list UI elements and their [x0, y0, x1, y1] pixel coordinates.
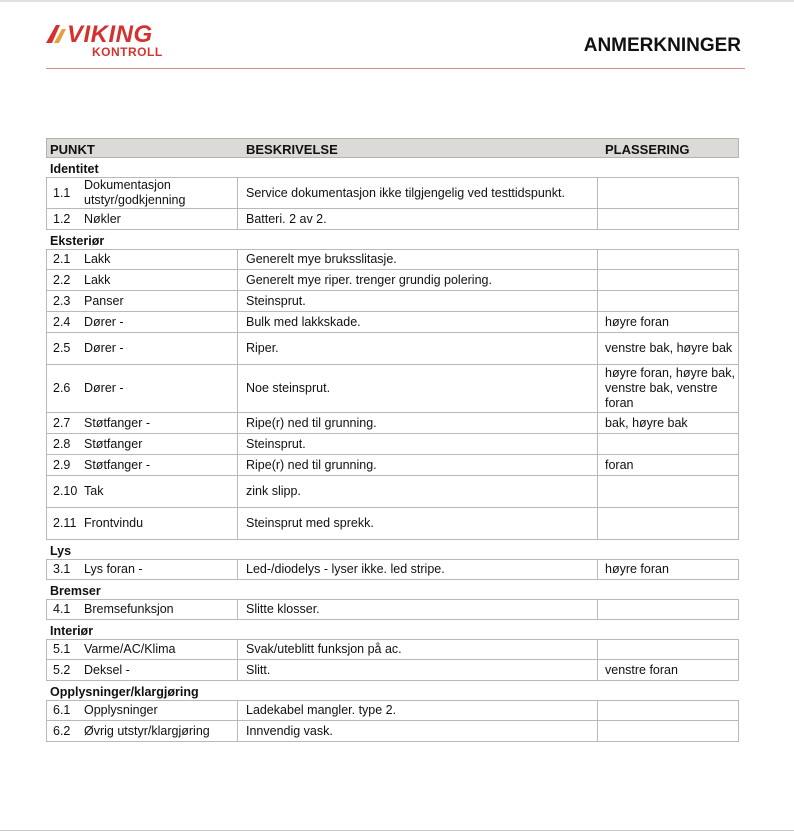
- row-description: [238, 476, 598, 507]
- row-number-text: 2.8: [53, 436, 71, 451]
- row-point: [80, 365, 238, 412]
- row-number-text: 3.1: [53, 562, 71, 576]
- row-description: [238, 178, 598, 208]
- row-description: [238, 455, 598, 475]
- row-location-text: høyre foran: [605, 562, 669, 576]
- table-header: [46, 138, 739, 158]
- row-point: [80, 660, 238, 680]
- table-row: [46, 249, 739, 270]
- row-location: [598, 291, 738, 311]
- row-point-text: Tak: [84, 484, 104, 498]
- row-point-text: Varme/AC/Klima: [84, 642, 176, 656]
- row-description: [238, 721, 598, 741]
- header-divider: [46, 68, 745, 69]
- row-number-text: 2.5: [53, 341, 71, 355]
- row-number: [47, 209, 80, 229]
- row-location-text: høyre foran: [605, 314, 669, 329]
- row-description-text: Ripe(r) ned til grunning.: [246, 457, 377, 472]
- row-point-text: Øvrig utstyr/klargjøring: [84, 723, 210, 738]
- row-number: [47, 476, 80, 507]
- row-description: [238, 640, 598, 659]
- table-row: [46, 365, 739, 413]
- row-point-text: Støtfanger -: [84, 457, 150, 472]
- table-row: [46, 312, 739, 333]
- remarks-table: [46, 138, 739, 742]
- row-location: [598, 413, 738, 433]
- row-point: [80, 209, 238, 229]
- row-number-text: 6.1: [53, 703, 71, 717]
- viking-kontroll-logo: [46, 21, 163, 62]
- row-point: [80, 291, 238, 311]
- row-point-text: Støtfanger -: [84, 415, 150, 430]
- row-number-text: 5.1: [53, 642, 71, 656]
- row-description-text: Riper.: [246, 341, 279, 355]
- row-description: [238, 413, 598, 433]
- row-description: [238, 434, 598, 454]
- row-number-text: 2.4: [53, 314, 71, 329]
- row-location-text: venstre bak, høyre bak: [605, 341, 733, 355]
- row-description-text: Slitt.: [246, 662, 271, 677]
- row-point: [80, 455, 238, 475]
- row-location: [598, 560, 738, 579]
- row-location-text: høyre foran, høyre bak, venstre bak, venstre foran: [605, 366, 735, 410]
- row-point-text: Lakk: [84, 272, 111, 287]
- row-location: [598, 270, 738, 290]
- row-number: [47, 178, 80, 208]
- row-number: [47, 312, 80, 332]
- row-point: [80, 600, 238, 619]
- row-point: [80, 333, 238, 364]
- row-location: [598, 600, 738, 619]
- table-row: [46, 559, 739, 580]
- row-point: [80, 640, 238, 659]
- row-description: [238, 270, 598, 290]
- logo-word: VIKING: [67, 21, 153, 48]
- row-number: [47, 413, 80, 433]
- row-point: [80, 560, 238, 579]
- row-description-text: Service dokumentasjon ikke tilgjengelig ved testtidspunkt.: [246, 185, 565, 200]
- table-row: [46, 291, 739, 312]
- row-point-text: Dokumentasjon utstyr/godkjenning: [84, 178, 186, 207]
- row-number-text: 5.2: [53, 662, 71, 677]
- row-point-text: Støtfanger: [84, 436, 143, 451]
- row-description: [238, 333, 598, 364]
- table-row: [46, 721, 739, 742]
- row-description: [238, 660, 598, 680]
- table-row: [46, 508, 739, 540]
- row-point: [80, 721, 238, 741]
- row-point: [80, 508, 238, 539]
- row-number-text: 2.6: [53, 381, 71, 395]
- row-description-text: Generelt mye riper. trenger grundig polering.: [246, 272, 492, 287]
- row-number-text: 1.2: [53, 211, 71, 226]
- row-description: [238, 701, 598, 720]
- row-number: [47, 365, 80, 412]
- row-point-text: Dører -: [84, 381, 124, 395]
- row-point: [80, 250, 238, 269]
- row-description-text: Ladekabel mangler. type 2.: [246, 703, 397, 717]
- row-location: [598, 178, 738, 208]
- table-row: [46, 434, 739, 455]
- row-description-text: Bulk med lakkskade.: [246, 314, 361, 329]
- row-point-text: Panser: [84, 293, 124, 308]
- row-number: [47, 560, 80, 579]
- row-point-text: Frontvindu: [84, 516, 144, 530]
- row-number: [47, 640, 80, 659]
- table-row: [46, 177, 739, 209]
- row-number-text: 2.7: [53, 415, 71, 430]
- row-number-text: 2.1: [53, 252, 71, 266]
- row-point-text: Dører -: [84, 341, 124, 355]
- col-header-beskrivelse: BESKRIVELSE: [246, 142, 338, 157]
- row-number: [47, 250, 80, 269]
- row-location: [598, 476, 738, 507]
- row-location: [598, 434, 738, 454]
- row-location-text: bak, høyre bak: [605, 415, 688, 430]
- row-description: [238, 560, 598, 579]
- row-point-text: Lys foran -: [84, 562, 143, 576]
- row-description-text: zink slipp.: [246, 484, 301, 498]
- row-description: [238, 365, 598, 412]
- row-description-text: Generelt mye bruksslitasje.: [246, 252, 397, 266]
- table-row: [46, 700, 739, 721]
- row-number: [47, 270, 80, 290]
- section-title: Identitet: [50, 162, 99, 176]
- row-number: [47, 455, 80, 475]
- row-point: [80, 476, 238, 507]
- row-number-text: 2.11: [53, 516, 77, 530]
- row-location-text: venstre foran: [605, 662, 678, 677]
- row-point: [80, 312, 238, 332]
- row-description-text: Steinsprut med sprekk.: [246, 516, 374, 530]
- row-number: [47, 701, 80, 720]
- table-row: [46, 455, 739, 476]
- row-number: [47, 333, 80, 364]
- col-header-punkt: PUNKT: [50, 142, 95, 157]
- row-number: [47, 660, 80, 680]
- row-number-text: 6.2: [53, 723, 71, 738]
- row-number-text: 4.1: [53, 602, 71, 616]
- row-number-text: 1.1: [53, 185, 71, 200]
- row-point-text: Deksel -: [84, 662, 130, 677]
- top-border: [0, 0, 794, 2]
- row-location: [598, 312, 738, 332]
- row-description: [238, 600, 598, 619]
- row-number-text: 2.9: [53, 457, 71, 472]
- row-description-text: Svak/uteblitt funksjon på ac.: [246, 642, 402, 656]
- row-location: [598, 640, 738, 659]
- row-description-text: Noe steinsprut.: [246, 381, 331, 395]
- logo-subtitle: KONTROLL: [92, 45, 163, 59]
- row-number: [47, 508, 80, 539]
- row-number-text: 2.3: [53, 293, 71, 308]
- section-title: Bremser: [50, 584, 101, 598]
- row-number: [47, 600, 80, 619]
- row-point-text: Opplysninger: [84, 703, 158, 717]
- row-point: [80, 413, 238, 433]
- row-description-text: Innvendig vask.: [246, 723, 333, 738]
- row-number: [47, 434, 80, 454]
- table-row: [46, 333, 739, 365]
- row-description-text: Slitte klosser.: [246, 602, 320, 616]
- row-number: [47, 291, 80, 311]
- row-point: [80, 270, 238, 290]
- section-title: Interiør: [50, 624, 94, 638]
- row-location: [598, 365, 738, 412]
- table-row: [46, 209, 739, 230]
- row-point-text: Bremsefunksjon: [84, 602, 174, 616]
- section-title: Opplysninger/klargjøring: [50, 685, 199, 699]
- table-body: [46, 158, 739, 742]
- row-description-text: Batteri. 2 av 2.: [246, 211, 327, 226]
- table-row: [46, 639, 739, 660]
- row-location: [598, 508, 738, 539]
- row-location: [598, 250, 738, 269]
- row-description: [238, 250, 598, 269]
- row-description: [238, 312, 598, 332]
- row-location: [598, 455, 738, 475]
- row-description: [238, 508, 598, 539]
- section-title: Lys: [50, 544, 72, 558]
- row-number-text: 2.2: [53, 272, 71, 287]
- table-row: [46, 413, 739, 434]
- row-point: [80, 178, 238, 208]
- row-location: [598, 333, 738, 364]
- row-location: [598, 701, 738, 720]
- row-point: [80, 434, 238, 454]
- table-row: [46, 599, 739, 620]
- row-location: [598, 209, 738, 229]
- row-point-text: Lakk: [84, 252, 111, 266]
- row-point-text: Nøkler: [84, 211, 121, 226]
- table-row: [46, 660, 739, 681]
- row-number-text: 2.10: [53, 484, 78, 498]
- row-location-text: foran: [605, 457, 634, 472]
- col-header-plassering: PLASSERING: [605, 142, 690, 157]
- row-description-text: Ripe(r) ned til grunning.: [246, 415, 377, 430]
- row-point: [80, 701, 238, 720]
- row-location: [598, 660, 738, 680]
- row-description: [238, 291, 598, 311]
- table-row: [46, 270, 739, 291]
- table-row: [46, 476, 739, 508]
- row-number: [47, 721, 80, 741]
- row-point-text: Dører -: [84, 314, 124, 329]
- row-description-text: Steinsprut.: [246, 436, 306, 451]
- row-location: [598, 721, 738, 741]
- row-description: [238, 209, 598, 229]
- section-title: Eksteriør: [50, 234, 105, 248]
- bottom-border: [0, 830, 794, 831]
- page-title: ANMERKNINGER: [583, 35, 741, 56]
- row-description-text: Led-/diodelys - lyser ikke. led stripe.: [246, 562, 445, 576]
- row-description-text: Steinsprut.: [246, 293, 306, 308]
